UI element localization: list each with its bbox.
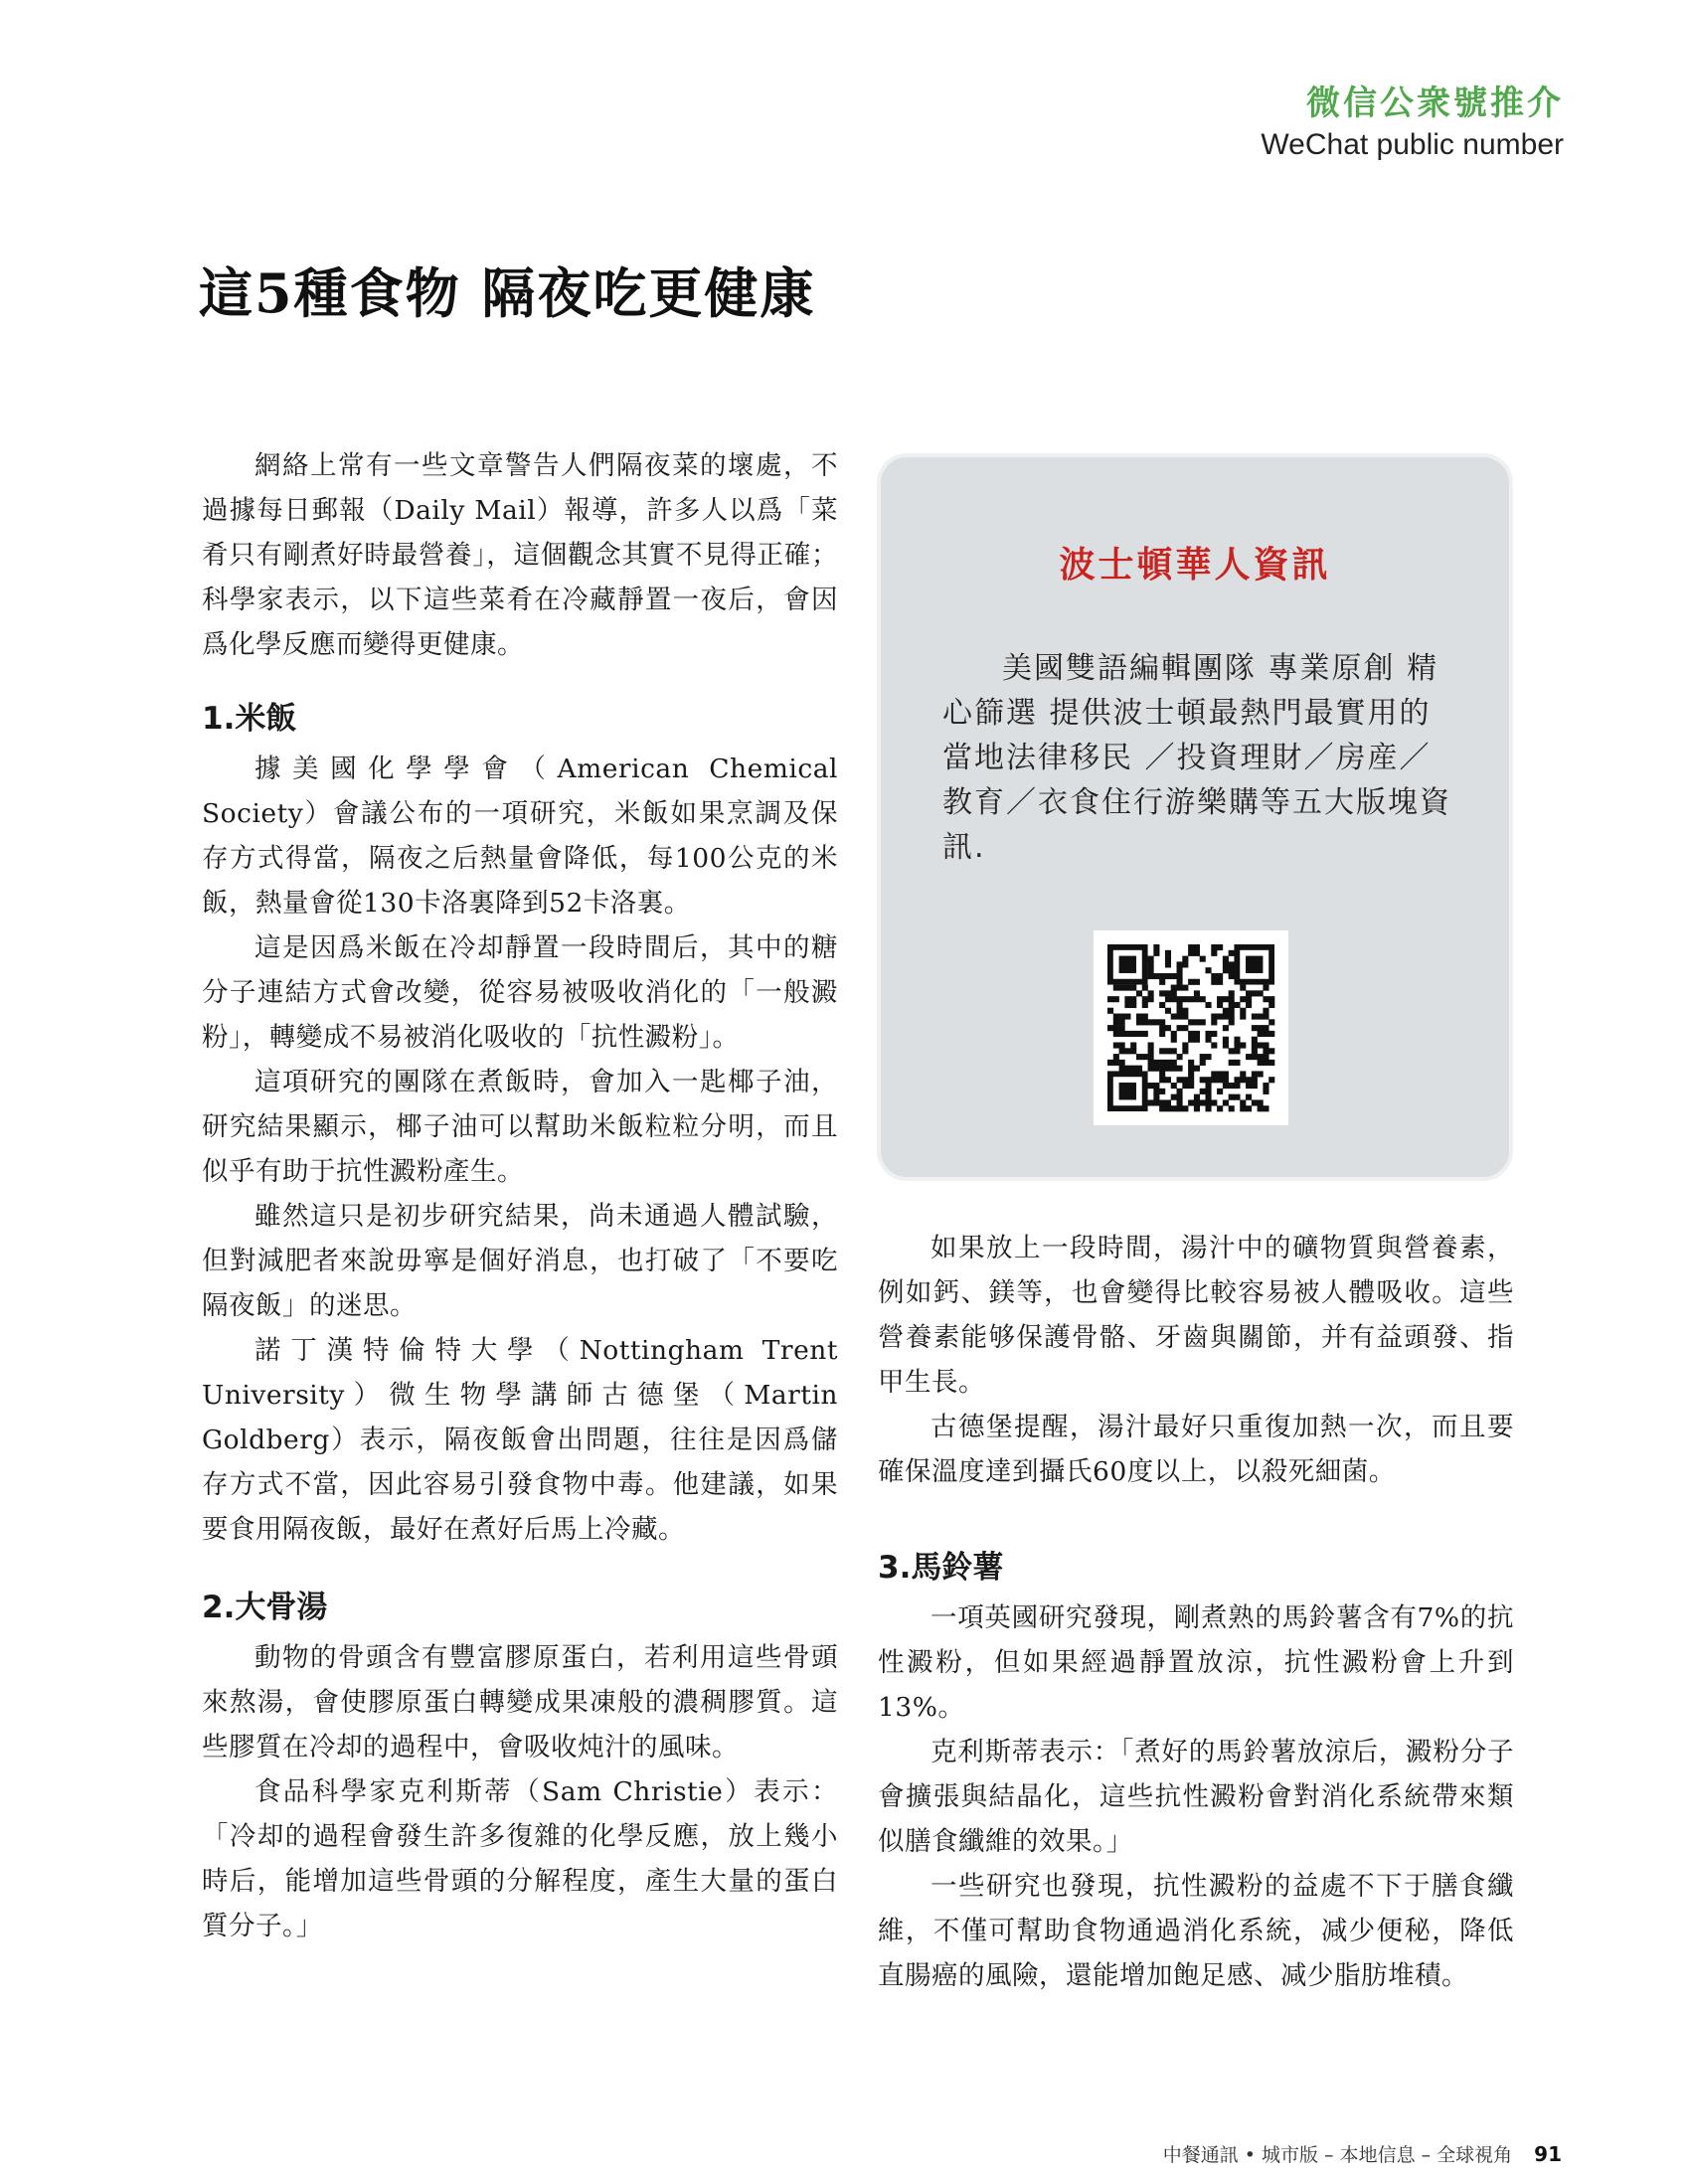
paragraph: 這項研究的團隊在煮飯時，會加入一匙椰子油，研究結果顯示，椰子油可以幫助米飯粒粒分明，而且似乎有助于抗性澱粉產生。 <box>202 1067 838 1187</box>
article-title: 這5種食物 隔夜吃更健康 <box>199 261 816 325</box>
paragraph: 雖然這只是初步研究結果，尚未通過人體試驗，但對減肥者來說毋寧是個好消息，也打破了「不要吃隔夜飯」的迷思。 <box>202 1201 838 1321</box>
paragraph: 一項英國研究發現，剛煮熟的馬鈴薯含有7%的抗性澱粉，但如果經過靜置放涼，抗性澱粉會上升到13%。 <box>878 1602 1514 1723</box>
paragraph: 食品科學家克利斯蒂（Sam Christie）表示：「冷却的過程會發生許多復雜的化學反應，放上幾小時后，能增加這些骨頭的分解程度，產生大量的蛋白質分子。」 <box>202 1776 838 1941</box>
page-number: 91 <box>1534 2142 1562 2166</box>
section-title-zh: 微信公衆號推介 <box>1306 84 1564 123</box>
section-heading-bone-broth: 2.大骨湯 <box>202 1590 328 1625</box>
paragraph: 這是因爲米飯在冷却靜置一段時間后，其中的糖分子連結方式會改變，從容易被吸收消化的「一般澱粉」，轉變成不易被消化吸收的「抗性澱粉」。 <box>202 932 838 1053</box>
publication-name: 中餐通訊 • 城市版 – 本地信息 – 全球視角 <box>1162 2144 1513 2166</box>
intro-paragraph: 網絡上常有一些文章警告人們隔夜菜的壞處，不過據每日郵報（Daily Mail）報導，許多人以爲「菜肴只有剛煮好時最營養」，這個觀念其實不見得正確；科學家表示，以下這些菜肴在冷藏靜置一夜后，會因爲化學反應而變得更健康。 <box>202 450 838 660</box>
left-column <box>202 443 838 1948</box>
promo-description: 美國雙語編輯團隊 專業原創 精心篩選 提供波士頓最熱門最實用的當地法律移民 ／投資理財／房産／教育／衣食住行游樂購等五大版塊資訊. <box>942 651 1451 865</box>
promo-title: 波士頓華人資訊 <box>1059 545 1331 586</box>
promo-card <box>881 457 1509 1177</box>
paragraph: 克利斯蒂表示：「煮好的馬鈴薯放涼后，澱粉分子會擴張與結晶化，這些抗性澱粉會對消化系統帶來類似膳食纖維的效果。」 <box>878 1737 1514 1857</box>
section-header <box>1261 82 1564 165</box>
paragraph: 一些研究也發現，抗性澱粉的益處不下于膳食纖維，不僅可幫助食物通過消化系統，减少便秘，降低直腸癌的風險，還能增加飽足感、减少脂肪堆積。 <box>878 1871 1514 1991</box>
page-footer <box>1163 2140 1562 2167</box>
section-heading-rice: 1.米飯 <box>202 701 297 737</box>
right-column <box>878 1226 1514 1998</box>
paragraph: 如果放上一段時間，湯汁中的礦物質與營養素，例如鈣、鎂等，也會變得比較容易被人體吸收。這些營養素能够保護骨骼、牙齒與關節，并有益頭發、指甲生長。 <box>878 1233 1514 1398</box>
paragraph: 古德堡提醒，湯汁最好只重復加熱一次，而且要確保溫度達到攝氏60度以上，以殺死細菌。 <box>878 1412 1514 1487</box>
section-title-en: WeChat public number <box>1261 128 1564 161</box>
section-heading-potato: 3.馬鈴薯 <box>878 1550 1004 1586</box>
paragraph: 據美國化學學會（American Chemical Society）會議公布的一項研究，米飯如果烹調及保存方式得當，隔夜之后熱量會降低，每100公克的米飯，熱量會從130卡洛裏降到52卡洛裏。 <box>202 754 838 919</box>
paragraph: 諾丁漢特倫特大學（Nottingham Trent University）微生物學講師古德堡（Martin Goldberg）表示，隔夜飯會出問題，往往是因爲儲存方式不當，因此容易引發食物中毒。他建議，如果要食用隔夜飯，最好在煮好后馬上冷藏。 <box>202 1335 838 1545</box>
qr-code-icon[interactable] <box>1094 930 1288 1125</box>
paragraph: 動物的骨頭含有豐富膠原蛋白，若利用這些骨頭來熬湯，會使膠原蛋白轉變成果凍般的濃稠膠質。這些膠質在冷却的過程中，會吸收炖汁的風味。 <box>202 1642 838 1763</box>
